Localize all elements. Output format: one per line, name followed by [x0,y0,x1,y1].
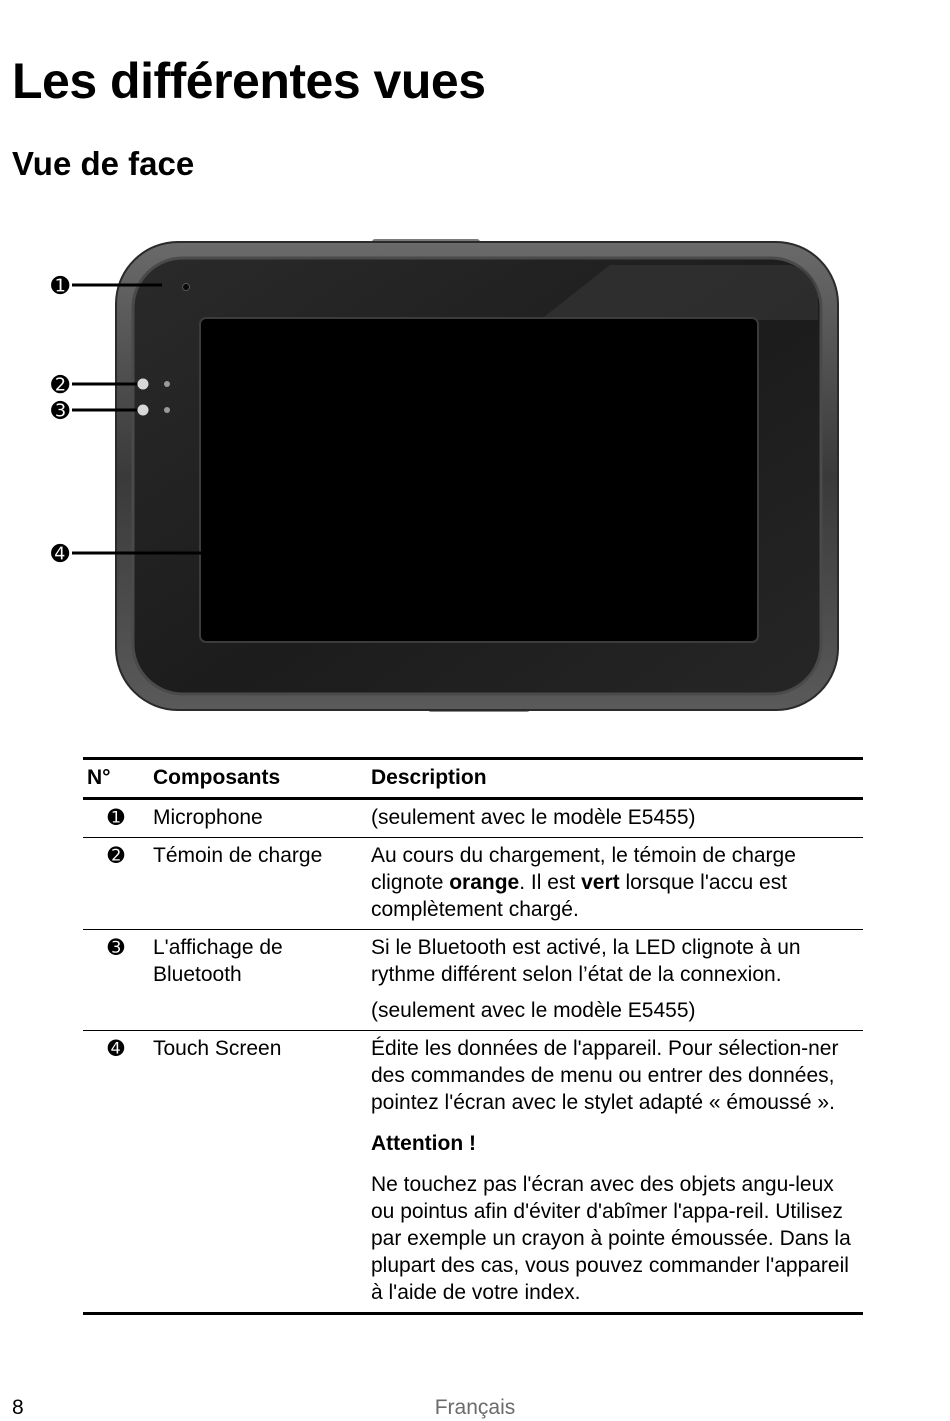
device-illustration [0,225,950,725]
components-table [83,757,863,1315]
table-row [83,838,863,930]
component-name: Touch Screen [149,1031,367,1314]
component-name: Témoin de charge [149,838,367,930]
page-title: Les différentes vues [12,53,486,109]
highlight-green: vert [581,871,620,894]
header-number: N° [83,759,149,799]
table-row [83,930,863,1031]
component-description [367,799,863,838]
footer-language: Français [434,1396,516,1419]
attention-text: Ne touchez pas l'écran avec des objets angu-leux ou pointus afin d'éviter d'abîmer l'appa-reil. Utilisez par exemple un crayon à pointe émoussée. Dans la plupart des cas, vous pouvez commander l'appareil à l'aide de votre index. [371,1173,851,1304]
highlight-orange: orange [449,871,520,894]
callout-1: ➊ [51,274,70,299]
callout-4: ➍ [51,542,70,567]
microphone-hole [183,284,190,291]
component-description [367,930,863,1031]
table-row [83,1031,863,1314]
bluetooth-led-dot [164,407,170,413]
callout-3: ➌ [51,399,70,424]
charge-led [138,379,149,390]
description-text: (seulement avec le modèle E5455) [371,806,696,829]
description-text: Si le Bluetooth est activé, la LED clignote à un rythme différent selon l’état de la connexion. [371,936,801,986]
header-description: Description [367,759,863,799]
attention-heading: Attention ! [371,1132,476,1155]
description-text: Édite les données de l'appareil. Pour sélection-ner des commandes de menu ou entrer des données, pointez l'écran avec le stylet adapté « émoussé ». [371,1037,839,1114]
row-number-icon: ➌ [107,935,125,959]
charge-led-dot [164,381,170,387]
bluetooth-led [138,405,149,416]
section-title: Vue de face [12,145,195,182]
page-number: 8 [12,1396,24,1419]
table-row [83,799,863,838]
touch-screen [200,318,758,642]
component-name: Microphone [149,799,367,838]
component-name: L'affichage de Bluetooth [149,930,367,1031]
header-components: Composants [149,759,367,799]
component-description [367,838,863,930]
row-number-icon: ➊ [107,805,125,829]
callout-2: ➋ [51,373,70,398]
row-number-icon: ➋ [107,843,125,867]
row-number-icon: ➍ [107,1036,125,1060]
description-note: (seulement avec le modèle E5455) [371,999,696,1022]
table-header-row [83,759,863,799]
description-text: Au cours du chargement, le témoin de charge clignote orange. Il est vert lorsque l'accu est complètement chargé. [371,844,796,921]
component-description [367,1031,863,1314]
device-front-figure [0,225,950,725]
